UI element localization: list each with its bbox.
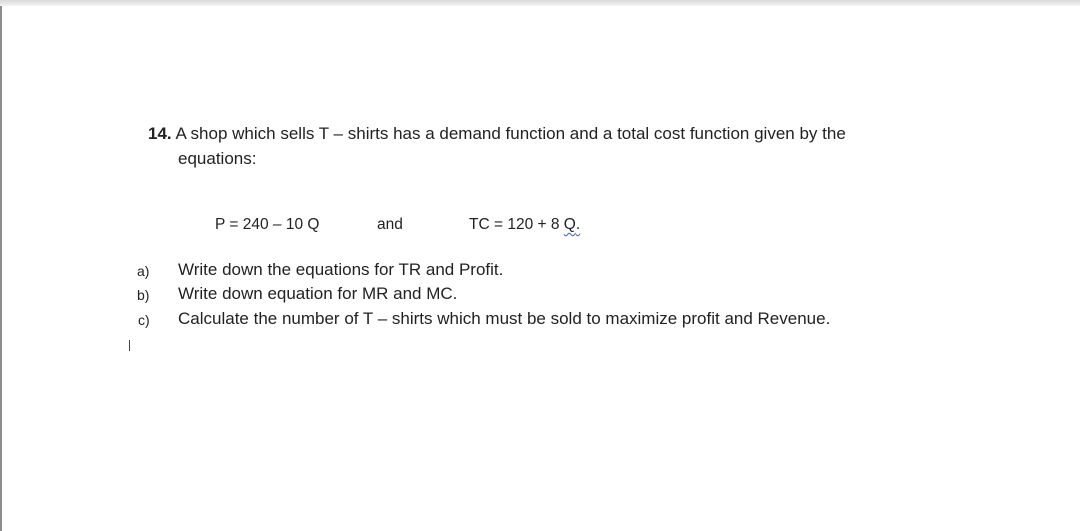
cost-equation	[469, 215, 580, 235]
text-cursor	[129, 340, 130, 351]
equation-connector: and	[377, 216, 403, 233]
question-line-2	[178, 148, 256, 170]
part-b-text: Write down equation for MR and MC.	[178, 284, 458, 303]
part-c-text: Calculate the number of T – shirts which must be sold to maximize profit and Revenue.	[178, 309, 831, 328]
part-a-label: a)	[137, 263, 150, 279]
question-text-line-2: equations:	[178, 149, 257, 168]
question-number: 14.	[148, 124, 172, 143]
question-text-line-1: A shop which sells T – shirts has a demand function and a total cost function given by the	[175, 124, 846, 143]
part-c-label: c)	[138, 312, 150, 328]
document-page	[2, 6, 1080, 531]
part-a-text: Write down the equations for TR and Profit.	[178, 260, 504, 279]
cost-equation-prefix: TC = 120 + 8	[469, 216, 564, 233]
question-line-1	[148, 123, 846, 145]
cost-equation-variable: Q.	[563, 216, 581, 233]
part-b-label: b)	[137, 287, 150, 303]
demand-equation: P = 240 – 10 Q	[215, 216, 320, 233]
